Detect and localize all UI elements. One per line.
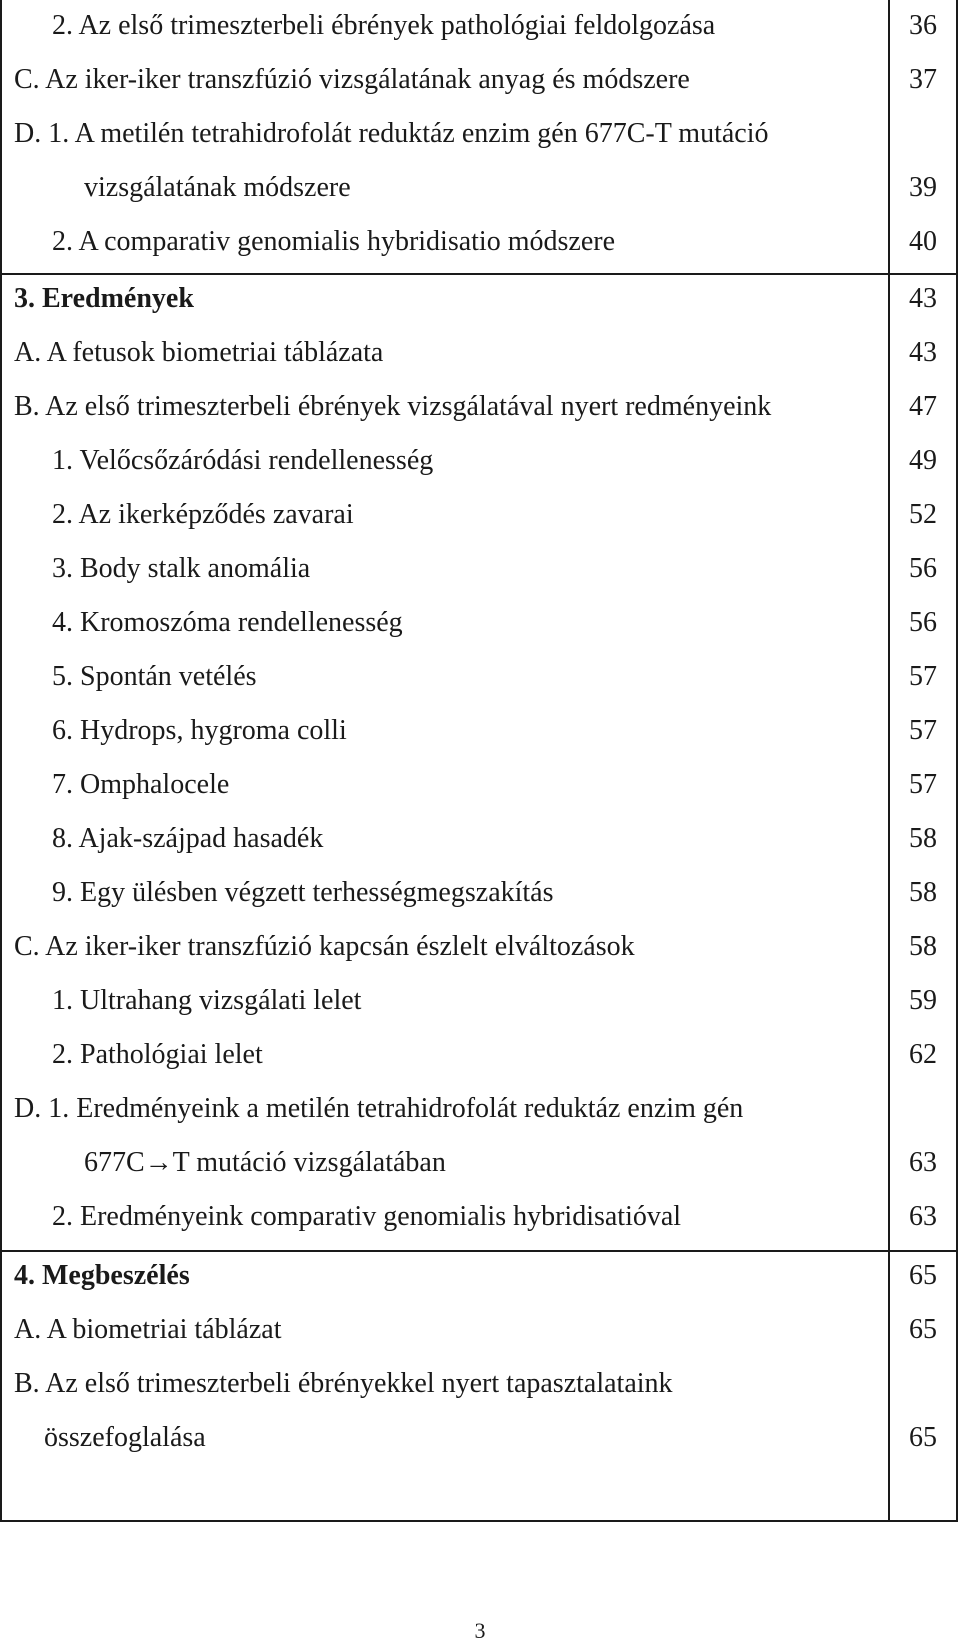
toc-page: 58 [909, 823, 937, 854]
toc-page: 57 [909, 769, 937, 800]
toc-row [0, 273, 958, 327]
toc-entry: 2. Eredményeink comparativ genomialis hybridisatióval [52, 1201, 682, 1232]
toc-row [0, 1137, 958, 1191]
toc-row [0, 435, 958, 489]
toc-row [0, 813, 958, 867]
toc-row [0, 54, 958, 108]
toc-page: 58 [909, 877, 937, 908]
toc-entry: 1. Velőcsőzáródási rendellenesség [52, 445, 434, 476]
toc-page: 40 [909, 226, 937, 257]
toc-page: 57 [909, 715, 937, 746]
toc-row [0, 1358, 958, 1412]
toc-page: 57 [909, 661, 937, 692]
toc-page: 43 [909, 337, 937, 368]
toc-page: 49 [909, 445, 937, 476]
toc-entry: vizsgálatának módszere [84, 172, 351, 203]
toc-entry: 5. Spontán vetélés [52, 661, 257, 692]
toc-entry: B. Az első trimeszterbeli ébrények vizsgálatával nyert redményeink [14, 391, 772, 422]
toc-row [0, 921, 958, 975]
toc-page: 58 [909, 931, 937, 962]
toc-page: 52 [909, 499, 937, 530]
toc-row [0, 1083, 958, 1137]
toc-entry: 2. Pathológiai lelet [52, 1039, 263, 1070]
toc-entry: 9. Egy ülésben végzett terhességmegszakítás [52, 877, 554, 908]
toc-entry: 1. Ultrahang vizsgálati lelet [52, 985, 362, 1016]
toc-row [0, 1412, 958, 1466]
toc-entry: 7. Omphalocele [52, 769, 230, 800]
toc-row [0, 489, 958, 543]
toc-page: 65 [909, 1260, 937, 1291]
toc-entry: összefoglalása [44, 1422, 206, 1453]
toc-entry: 2. A comparativ genomialis hybridisatio módszere [52, 226, 615, 257]
toc-page: 63 [909, 1201, 937, 1232]
toc-page: 43 [909, 283, 937, 314]
toc-row [0, 651, 958, 705]
toc-page: 39 [909, 172, 937, 203]
toc-entry: D. 1. Eredményeink a metilén tetrahidrofolát reduktáz enzim gén [14, 1093, 744, 1124]
toc-row [0, 381, 958, 435]
toc-row [0, 759, 958, 813]
toc-entry: 3. Body stalk anomália [52, 553, 311, 584]
toc-page: 65 [909, 1422, 937, 1453]
toc-entry: A. A fetusok biometriai táblázata [14, 337, 384, 368]
toc-row [0, 1250, 958, 1304]
page-number: 3 [474, 1618, 486, 1643]
toc-row [0, 216, 958, 270]
toc-entry: B. Az első trimeszterbeli ébrényekkel nyert tapasztalataink [14, 1368, 673, 1399]
toc-entry: 2. Az első trimeszterbeli ébrények pathológiai feldolgozása [52, 10, 716, 41]
toc-page: 65 [909, 1314, 937, 1345]
toc-row [0, 108, 958, 162]
toc-entry: 4. Kromoszóma rendellenesség [52, 607, 403, 638]
toc-row [0, 867, 958, 921]
toc-row [0, 597, 958, 651]
toc-page: 36 [909, 10, 937, 41]
toc-entry: C. Az iker-iker transzfúzió vizsgálatának anyag és módszere [14, 64, 690, 95]
toc-entry: 677C→T mutáció vizsgálatában [84, 1147, 446, 1178]
toc-section-heading: 3. Eredmények [14, 283, 194, 314]
toc-row [0, 1304, 958, 1358]
toc-row [0, 543, 958, 597]
toc-page: 59 [909, 985, 937, 1016]
toc-row [0, 975, 958, 1029]
toc-row [0, 327, 958, 381]
toc-page: 63 [909, 1147, 937, 1178]
toc-page: 37 [909, 64, 937, 95]
toc-section-heading: 4. Megbeszélés [14, 1260, 190, 1291]
toc-row [0, 162, 958, 216]
toc-row [0, 705, 958, 759]
toc-row [0, 0, 958, 54]
toc-entry: 8. Ajak-szájpad hasadék [52, 823, 324, 854]
toc-page: 56 [909, 553, 937, 584]
toc-entry: 2. Az ikerképződés zavarai [52, 499, 354, 530]
toc-entry: C. Az iker-iker transzfúzió kapcsán észlelt elváltozások [14, 931, 635, 962]
toc-row [0, 1191, 958, 1245]
toc-entry: A. A biometriai táblázat [14, 1314, 282, 1345]
toc-entry: D. 1. A metilén tetrahidrofolát reduktáz enzim gén 677C-T mutáció [14, 118, 769, 149]
toc-page: 62 [909, 1039, 937, 1070]
toc-entry: 6. Hydrops, hygroma colli [52, 715, 347, 746]
toc-page: 56 [909, 607, 937, 638]
toc-row [0, 1029, 958, 1083]
toc-page: 47 [909, 391, 937, 422]
